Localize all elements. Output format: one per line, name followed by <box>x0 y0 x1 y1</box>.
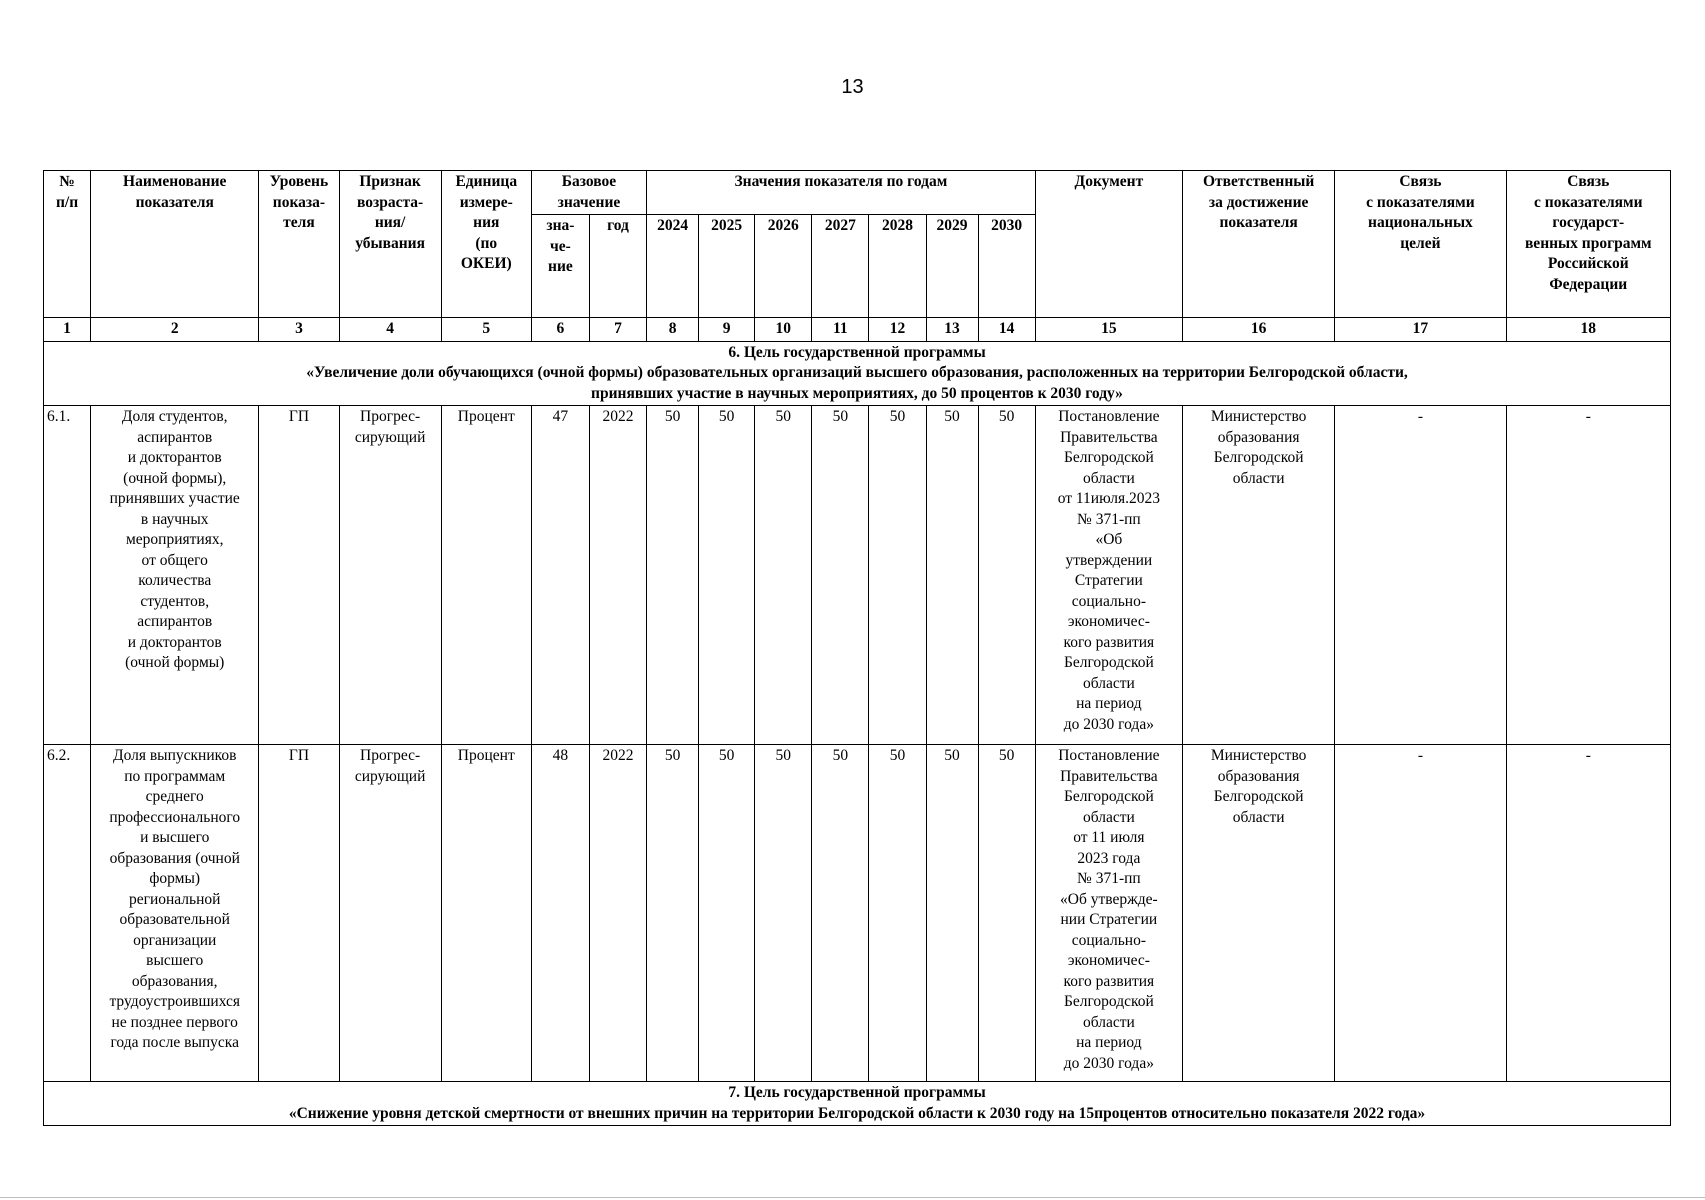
scan-edge-line <box>0 1197 1705 1198</box>
column-number: 10 <box>755 318 812 342</box>
column-number: 17 <box>1335 318 1506 342</box>
column-number: 13 <box>926 318 978 342</box>
header-year: 2030 <box>978 215 1035 318</box>
goal-row-7 <box>44 1082 1671 1126</box>
indicator-row-6-2 <box>44 745 1671 1082</box>
header-year: 2029 <box>926 215 978 318</box>
column-number: 15 <box>1035 318 1182 342</box>
column-number: 18 <box>1506 318 1670 342</box>
indicator-year-value: 50 <box>647 745 699 1082</box>
column-number: 5 <box>441 318 531 342</box>
header-num: № п/п <box>44 171 91 318</box>
indicator-year-value: 50 <box>699 745 755 1082</box>
column-number: 3 <box>259 318 339 342</box>
column-number: 2 <box>91 318 259 342</box>
indicator-year-value: 50 <box>699 406 755 745</box>
indicator-trend: Прогрес- сирующий <box>339 745 441 1082</box>
column-number: 9 <box>699 318 755 342</box>
page-number: 13 <box>841 76 864 98</box>
column-number: 7 <box>589 318 646 342</box>
header-year: 2027 <box>812 215 869 318</box>
column-number: 16 <box>1183 318 1335 342</box>
header-year: 2024 <box>647 215 699 318</box>
indicator-year-value: 50 <box>978 406 1035 745</box>
indicator-year-value: 50 <box>755 406 812 745</box>
indicator-row-6-1 <box>44 406 1671 745</box>
header-year: 2025 <box>699 215 755 318</box>
column-number: 6 <box>531 318 589 342</box>
header-year: 2026 <box>755 215 812 318</box>
header-row-1 <box>44 171 1671 215</box>
indicator-trend: Прогрес- сирующий <box>339 406 441 745</box>
column-number: 8 <box>647 318 699 342</box>
indicator-responsible: Министерство образования Белгородской области <box>1183 745 1335 1082</box>
indicator-num: 6.1. <box>44 406 91 745</box>
indicator-year-value: 50 <box>978 745 1035 1082</box>
indicator-year-value: 50 <box>812 745 869 1082</box>
indicator-document: Постановление Правительства Белгородской области от 11 июля 2023 года № 371-пп «Об утвержде- нии Стратегии социально- экономичес- кого развития Белгородской области на период до 2030 года» <box>1035 745 1182 1082</box>
indicator-level: ГП <box>259 406 339 745</box>
header-base: Базовое значение <box>531 171 646 215</box>
column-number: 4 <box>339 318 441 342</box>
header-level: Уровень показа- теля <box>259 171 339 318</box>
indicator-year-value: 50 <box>755 745 812 1082</box>
header-years-group: Значения показателя по годам <box>647 171 1036 215</box>
indicator-name: Доля студентов, аспирантов и докторантов (очной формы), принявших участие в научных мероприятиях, от общего количества студентов, аспирантов и докторантов (очной формы) <box>91 406 259 745</box>
indicator-document: Постановление Правительства Белгородской области от 11июля.2023 № 371-пп «Об утверждении Стратегии социально- экономичес- кого развития Белгородской области на период до 2030 года» <box>1035 406 1182 745</box>
indicator-base-year: 2022 <box>589 406 646 745</box>
column-number: 11 <box>812 318 869 342</box>
indicator-year-value: 50 <box>926 406 978 745</box>
indicator-unit: Процент <box>441 406 531 745</box>
header-document: Документ <box>1035 171 1182 318</box>
indicator-base-value: 47 <box>531 406 589 745</box>
indicator-level: ГП <box>259 745 339 1082</box>
indicator-unit: Процент <box>441 745 531 1082</box>
indicator-num: 6.2. <box>44 745 91 1082</box>
header-responsible: Ответственный за достижение показателя <box>1183 171 1335 318</box>
indicator-link-state: - <box>1506 745 1670 1082</box>
column-number: 1 <box>44 318 91 342</box>
indicator-year-value: 50 <box>647 406 699 745</box>
indicator-year-value: 50 <box>926 745 978 1082</box>
indicator-year-value: 50 <box>869 745 926 1082</box>
indicator-name: Доля выпускников по программам среднего профессионального и высшего образования (очной формы) региональной образовательной организации высшего образования, трудоустроившихся не позднее первого года после выпуска <box>91 745 259 1082</box>
goal-7-title: 7. Цель государственной программы «Снижение уровня детской смертности от внешних причин на территории Белгородской области к 2030 году на 15процентов относительно показателя 2022 года» <box>44 1082 1671 1126</box>
indicator-year-value: 50 <box>812 406 869 745</box>
indicator-link-national: - <box>1335 745 1506 1082</box>
column-number: 14 <box>978 318 1035 342</box>
goal-6-title: 6. Цель государственной программы «Увеличение доли обучающихся (очной формы) образовательных организаций высшего образования, расположенных на территории Белгородской области, принявших участие в научных мероприятиях, до 50 процентов к 2030 году» <box>44 341 1671 406</box>
column-number: 12 <box>869 318 926 342</box>
indicators-table <box>43 170 1671 1126</box>
header-name: Наименование показателя <box>91 171 259 318</box>
indicator-base-value: 48 <box>531 745 589 1082</box>
header-trend: Признак возраста- ния/ убывания <box>339 171 441 318</box>
header-base-year: год <box>589 215 646 318</box>
header-base-value: зна- че- ние <box>531 215 589 318</box>
column-number-row <box>44 318 1671 342</box>
header-link-state: Связь с показателями государст- венных программ Российской Федерации <box>1506 171 1670 318</box>
indicator-base-year: 2022 <box>589 745 646 1082</box>
indicator-link-national: - <box>1335 406 1506 745</box>
goal-row-6 <box>44 341 1671 406</box>
header-year: 2028 <box>869 215 926 318</box>
header-link-national: Связь с показателями национальных целей <box>1335 171 1506 318</box>
indicator-year-value: 50 <box>869 406 926 745</box>
indicator-link-state: - <box>1506 406 1670 745</box>
header-unit: Единица измере- ния (по ОКЕИ) <box>441 171 531 318</box>
indicator-responsible: Министерство образования Белгородской области <box>1183 406 1335 745</box>
